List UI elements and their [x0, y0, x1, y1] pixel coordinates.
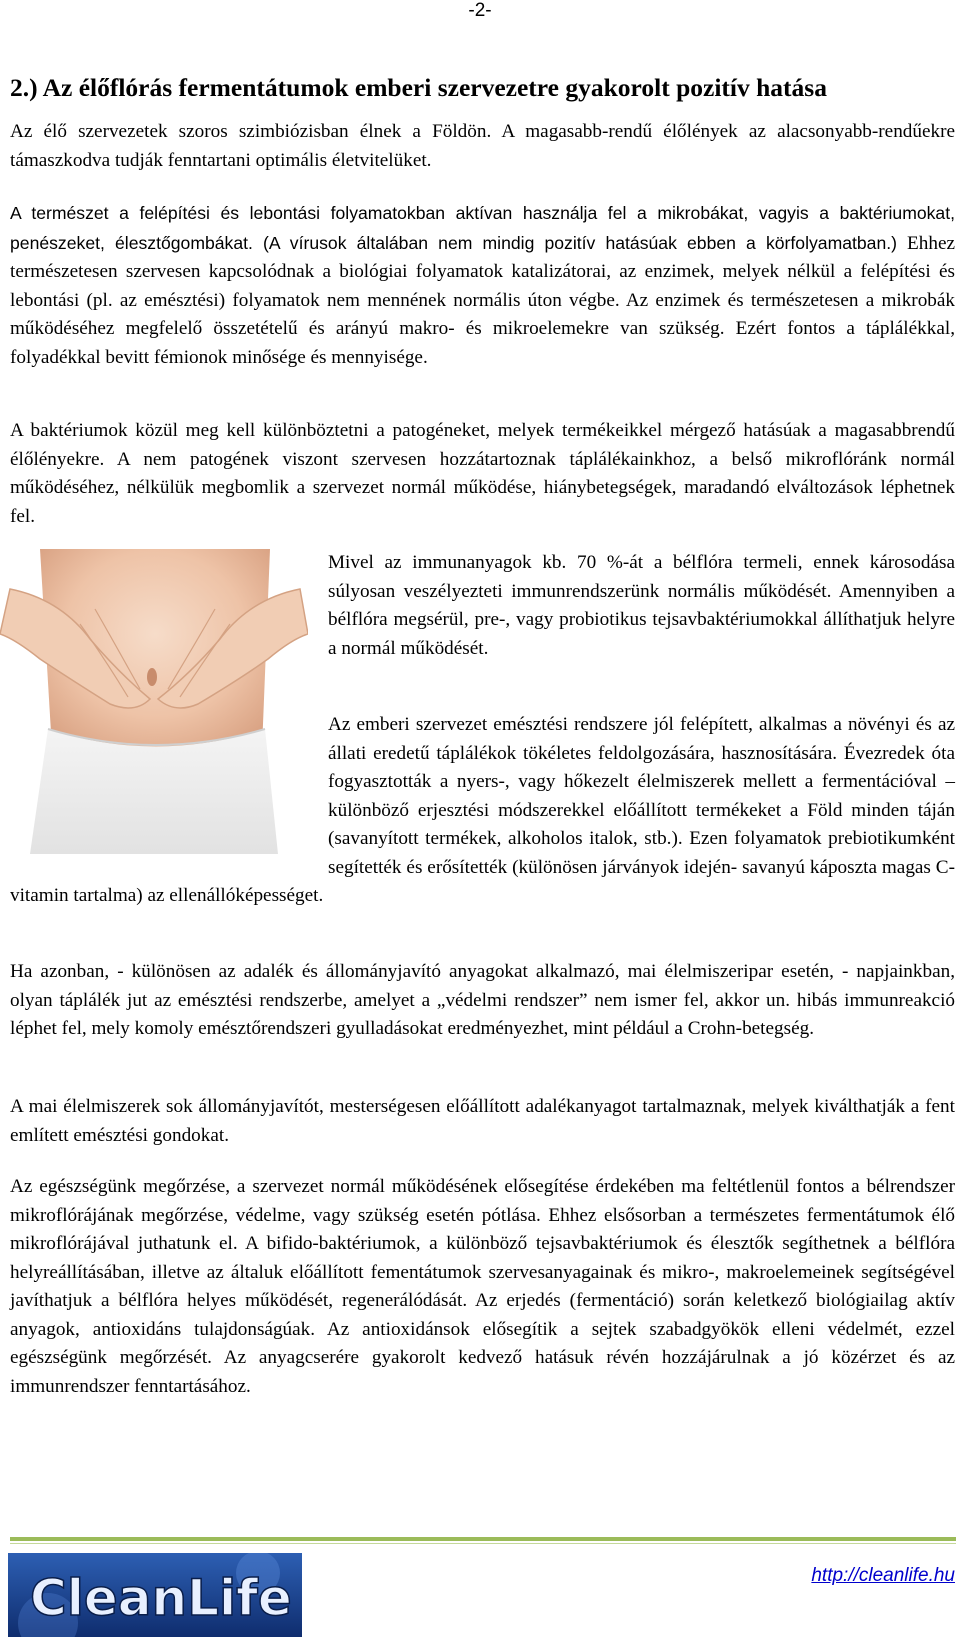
cleanlife-logo [8, 1553, 302, 1637]
paragraph-6: Ha azonban, - különösen az adalék és állományjavító anyagokat alkalmazó, mai élelmiszeripar esetén, - napjainkban, olyan táplálék jut az emésztési rendszerbe, amelyet a „védelmi rendszer” nem ismer fel, akkor un. hibás immunreakció léphet fel, mely komoly emésztőrendszeri gyulladásokat eredményezhet, mint például a Crohn-betegség. [10, 961, 955, 1039]
paragraph-5: Az emberi szervezet emésztési rendszere jól felépített, alkalmas a növényi és az állati eredetű táplálékok tökéletes feldolgozására, hasznosítására. Évezredek óta fogyasztották a nyers-, vagy hőkezelt élelmiszerek mellett a fermentációval – különböző erjesztési módszerekkel előállított termékeket a Föld minden táján (savanyított termékek, alkoholos italok, stb.). Ezen folyamatok prebiotikumként segítették és erősítették (különösen járványok idején- savanyú káposzta magas C-vitamin tartalma) az ellenállóképességet. [10, 714, 955, 906]
page-number: -2- [468, 0, 492, 21]
footer-divider-thin [10, 1543, 956, 1544]
image-text-block [10, 549, 955, 911]
section-heading: 2.) Az élőflórás fermentátumok emberi szervezetre gyakorolt pozitív hatása [10, 73, 827, 102]
paragraph-2-sans-part: A természet a felépítési és lebontási folyamatokban aktívan használja fel a mikrobákat, vagyis a baktériumokat, penészeket, élesztőgombákat. (A vírusok általában nem mindig pozitív hatásúak ebben a körfolyamatban.) [10, 203, 955, 253]
paragraph-1: Az élő szervezetek szoros szimbiózisban élnek a Földön. A magasabb-rendű élőlények az alacsonyabb-rendűekre támaszkodva tudják fenntartani optimális életvitelüket. [10, 121, 955, 171]
paragraph-8: Az egészségünk megőrzése, a szervezet normál működésének elősegítése érdekében ma feltétlenül fontos a bélrendszer mikroflórájának megőrzése, védelme, vagy szükség esetén pótlása. Ehhez elsősorban a természetes fermentátumok élő mikroflórájával juthatunk el. A bifido-baktériumok, a különböző tejsavbaktériumok és élesztők segíthetnek a bélflóra helyreállításában, illetve az általuk előállított fementátumok szervesanyagainak és mikro-, makroelemeinek segítségével javíthatjuk a bélflóra helyes működését, regenerálódását. Az erjedés (fermentáció) során keletkező biológiailag aktív anyagok, antioxidáns tulajdonságúak. Az antioxidánsok elősegítik a sejtek szabadgyökök elleni védelmét, ezzel egészségünk megőrzését. Az anyagcserére gyakorolt kedvező hatásuk révén hozzájárulnak a jó közérzet és az immunrendszer fenntartásához. [10, 1176, 955, 1397]
belly-hands-photo [0, 549, 308, 854]
paragraph-2-serif-part: Ehhez természetesen szervesen kapcsolódnak a biológiai folyamatok katalizátorai, az enzimek, melyek nélkül a felépítési és lebontási (pl. az emésztési) folyamatok nem mennének normális úton végbe. Az enzimek és természetesen a mikrobák működéséhez megfelelő összetételű és arányú makro- és mikroelemekre van szükség. Ezért fontos a táplálékkal, folyadékkal bevitt fémionok minősége és mennyisége. [10, 232, 955, 368]
paragraph-2 [10, 199, 955, 372]
paragraph-7: A mai élelmiszerek sok állományjavítót, mesterségesen előállított adalékanyagot tartalmaznak, melyek kiválthatják a fent említett emésztési gondokat. [10, 1096, 955, 1146]
paragraph-4: Mivel az immunanyagok kb. 70 %-át a bélflóra termeli, ennek károsodása súlyosan veszélyezteti immunrendszerünk normális működését. Amennyiben a bélflóra megsérül, pre-, vagy probiotikus tejsavbaktériumokkal állíthatjuk helyre a normál működését. [328, 552, 955, 659]
footer-divider [10, 1537, 956, 1541]
logo-text: CleanLife [30, 1569, 292, 1627]
footer-url-link[interactable]: http://cleanlife.hu [811, 1565, 955, 1586]
paragraph-3: A baktériumok közül meg kell különböztetni a patogéneket, melyek termékeikkel mérgező hatásúak a magasabbrendű élőlényekre. A nem patogének viszont szervesen hozzátartoznak táplálékainkhoz, a belső mikroflóránk normál működéséhez, nélkülük megbomlik a szervezet normál működése, hiánybetegségek, maradandó elváltozások léphetnek fel. [10, 420, 955, 527]
